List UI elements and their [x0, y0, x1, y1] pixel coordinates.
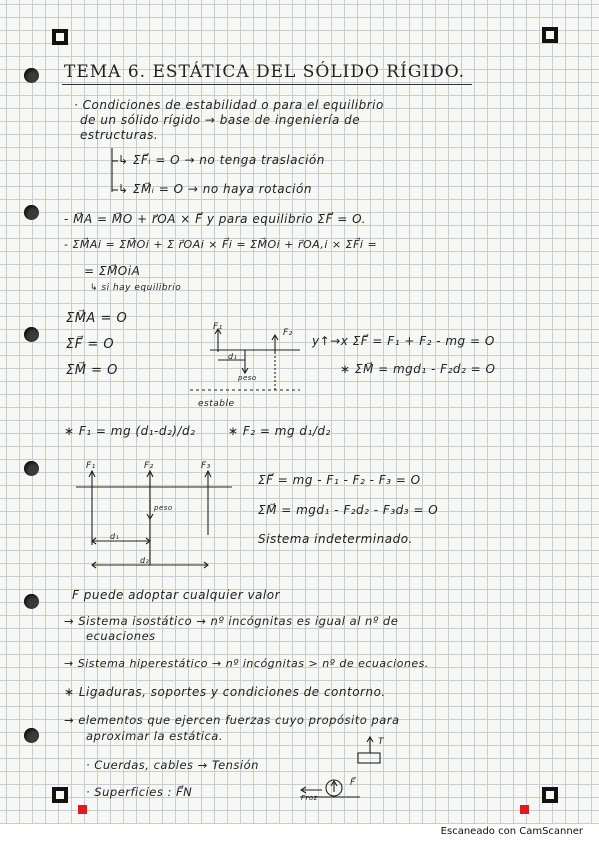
text-line: ↳ ΣM⃗ᵢ = O → no haya rotación [118, 182, 312, 196]
text-line: F puede adoptar cualquier valor [72, 588, 281, 602]
text-line: - ΣM⃗Ai = ΣM⃗Oi + Σ r⃗OAi × F⃗i = ΣM⃗Oi + r⃗OA,i × ΣF⃗i = [64, 238, 378, 251]
diagram2-f2-label: F₂ [144, 461, 154, 471]
diagram1-f2-label: F₂ [283, 328, 293, 338]
text-line: estructuras. [80, 128, 159, 142]
text-line: Sistema indeterminado. [258, 532, 413, 546]
text-line: y↑→x ΣF⃗ = F₁ + F₂ - mg = O [312, 334, 495, 348]
text-line: ∗ Ligaduras, soportes y condiciones de contorno. [64, 685, 386, 699]
text-line: ecuaciones [86, 629, 156, 643]
text-line: ΣM⃗ = O [66, 363, 118, 378]
diagram1-peso-label: peso [238, 374, 257, 382]
friction-label: Froz [301, 794, 318, 802]
tension-label: T [378, 737, 384, 747]
scanner-footer: Escaneado con CamScanner [440, 826, 583, 837]
diagram1-estable-label: estable [198, 399, 235, 409]
text-line: de un sólido rígido → base de ingeniería de [80, 113, 361, 127]
normal-force-label: F⃗ [350, 778, 356, 788]
text-line: ∗ ΣM⃗ = mgd₁ - F₂d₂ = O [340, 362, 496, 376]
text-line: · Cuerdas, cables → Tensión [86, 758, 259, 772]
diagram1-d1-label: d₁ [228, 352, 238, 361]
text-line: ∗ F₁ = mg (d₁-d₂)/d₂ [64, 424, 196, 438]
text-line: ΣF⃗ = O [66, 337, 115, 352]
diagram2-f1-label: F₁ [86, 461, 96, 471]
diagram2-d2-label: d₂ [140, 556, 150, 565]
text-line: → elementos que ejercen fuerzas cuyo propósito para [64, 713, 400, 727]
text-line: = ΣM⃗OiA [84, 264, 141, 278]
diagram2-d1-label: d₁ [110, 532, 120, 541]
text-line: ↳ ΣF⃗ᵢ = O → no tenga traslación [118, 153, 325, 167]
text-line: aproximar la estática. [86, 729, 223, 743]
text-line: → Sistema isostático → nº incógnitas es igual al nº de [64, 614, 399, 628]
text-line: ↳ si hay equilibrio [90, 283, 182, 293]
diagram2-peso-label: peso [154, 504, 173, 512]
text-line: · Condiciones de estabilidad o para el equilibrio [74, 98, 384, 112]
text-line: ΣM⃗A = O [66, 311, 128, 326]
diagram2-f3-label: F₃ [201, 461, 211, 471]
text-line: ΣF⃗ = mg - F₁ - F₂ - F₃ = O [258, 473, 421, 487]
diagram1-f1-label: F₁ [213, 322, 223, 332]
text-line: · Superficies : F⃗N [86, 785, 193, 799]
text-line: → Sistema hiperestático → nº incógnitas > nº de ecuaciones. [64, 657, 429, 670]
block-sketch [358, 753, 380, 763]
text-line: - M⃗A = M⃗O + r⃗OA × F⃗ y para equilibrio ΣF⃗ = O. [64, 212, 366, 226]
text-line: ΣM⃗ = mgd₁ - F₂d₂ - F₃d₃ = O [258, 503, 439, 517]
text-line: ∗ F₂ = mg d₁/d₂ [228, 424, 331, 438]
page-title: TEMA 6. ESTÁTICA DEL SÓLIDO RÍGIDO. [64, 62, 466, 82]
